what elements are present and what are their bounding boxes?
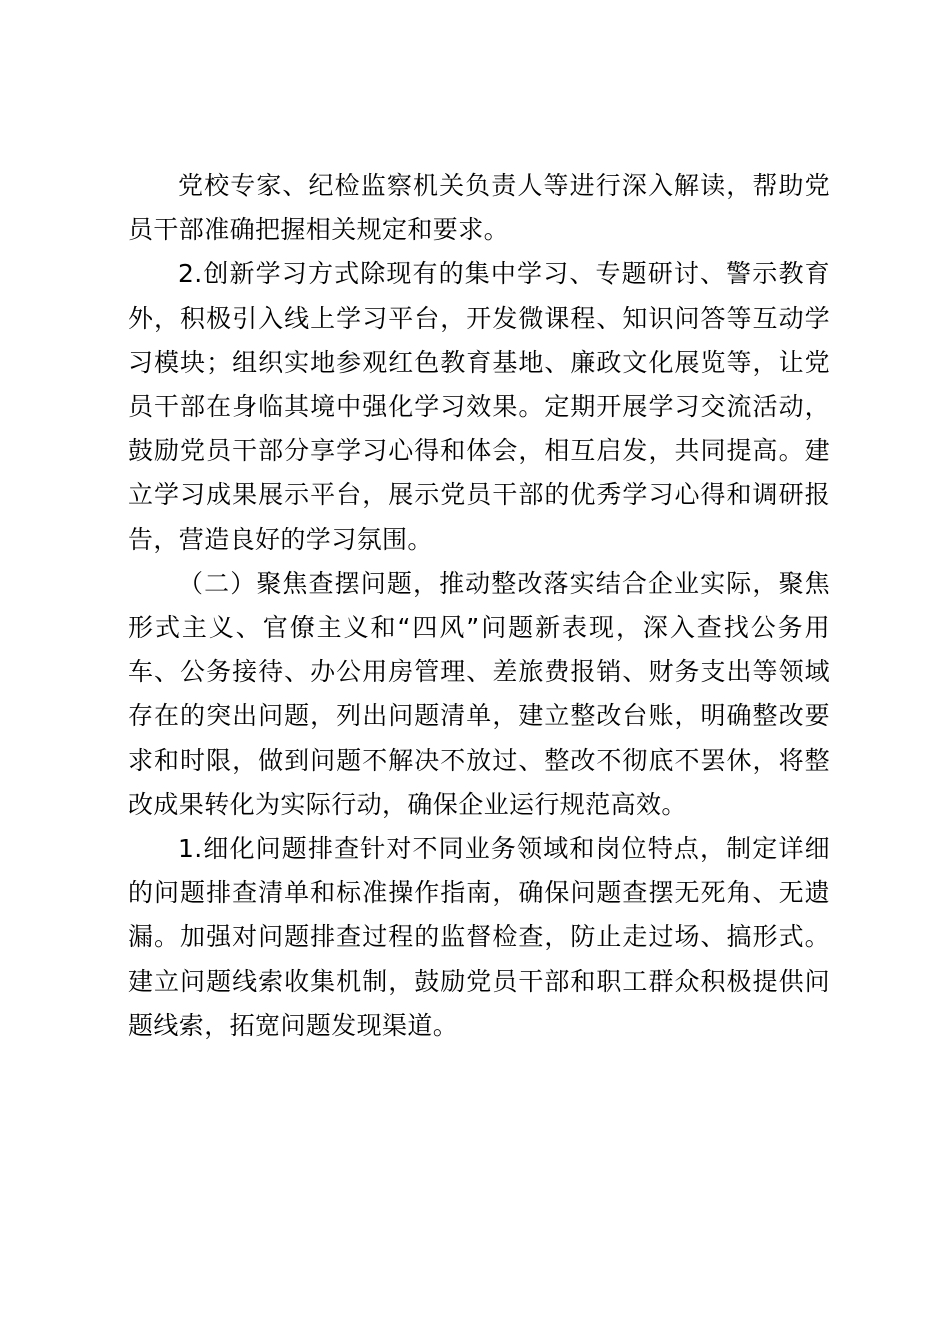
document-body bbox=[128, 164, 830, 1048]
paragraph-problem-focus: （二）聚焦查摆问题，推动整改落实结合企业实际，聚焦形式主义、官僚主义和“四风”问题新表现，深入查找公务用车、公务接待、办公用房管理、差旅费报销、财务支出等领域存在的突出问题，列出问题清单，建立整改台账，明确整改要求和时限，做到问题不解决不放过、整改不彻底不罢休，将整改成果转化为实际行动，确保企业运行规范高效。 bbox=[128, 568, 830, 819]
paragraph-problem-screening: 1.细化问题排查针对不同业务领域和岗位特点，制定详细的问题排查清单和标准操作指南，确保问题查摆无死角、无遗漏。加强对问题排查过程的监督检查，防止走过场、搞形式。建立问题线索收集机制，鼓励党员干部和职工群众积极提供问题线索，拓宽问题发现渠道。 bbox=[128, 834, 830, 1040]
paragraph-learning-methods: 2.创新学习方式除现有的集中学习、专题研讨、警示教育外，积极引入线上学习平台，开发微课程、知识问答等互动学习模块；组织实地参观红色教育基地、廉政文化展览等，让党员干部在身临其境中强化学习效果。定期开展学习交流活动，鼓励党员干部分享学习心得和体会，相互启发，共同提高。建立学习成果展示平台，展示党员干部的优秀学习心得和调研报告，营造良好的学习氛围。 bbox=[128, 259, 830, 554]
paragraph-continued: 党校专家、纪检监察机关负责人等进行深入解读，帮助党员干部准确把握相关规定和要求。 bbox=[128, 171, 830, 245]
